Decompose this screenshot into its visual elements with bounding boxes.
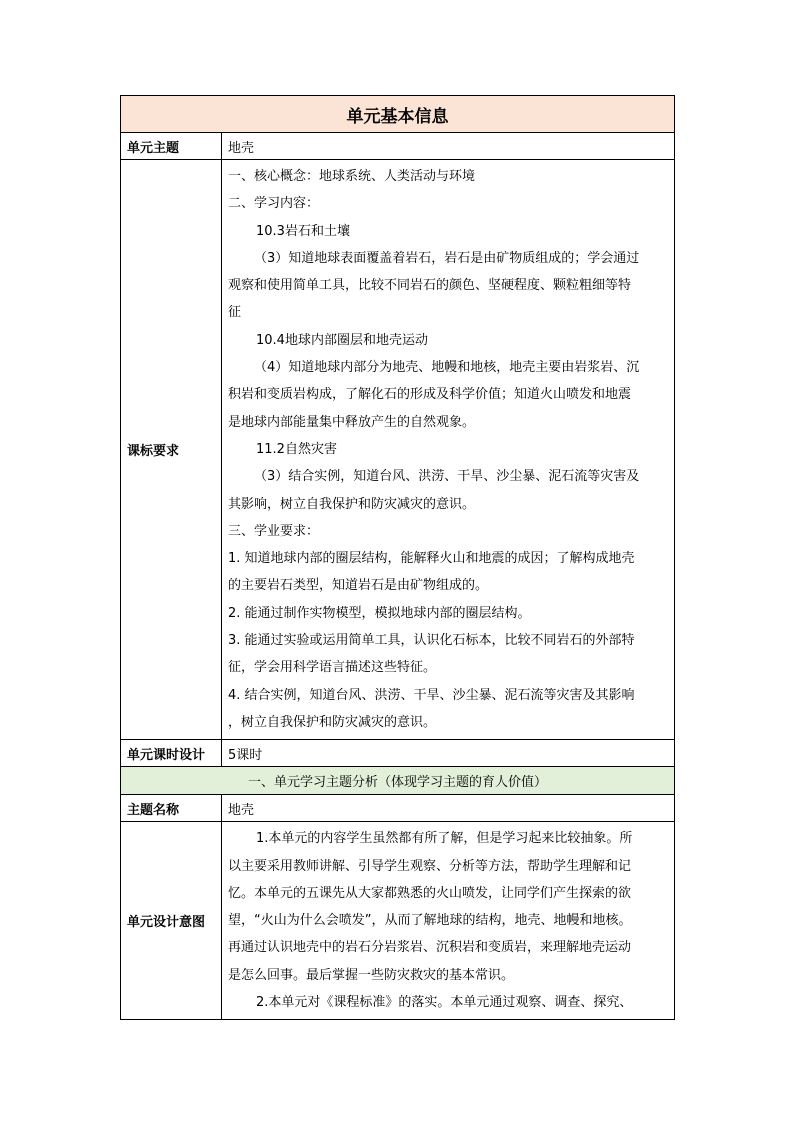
intent-line: 1.本单元的内容学生虽然都有所了解，但是学习起来比较抽象。所 [256,831,633,847]
intent-line: 以主要采用教师讲解、引导学生观察、分析等方法，帮助学生理解和记 [228,858,632,874]
standard-line: 10.3岩石和土壤 [256,223,350,239]
standard-label: 课标要求 [121,160,222,740]
intent-line: 再通过认识地壳中的岩石分岩浆岩、沉积岩和变质岩，来理解地壳运动 [228,940,632,956]
table-title: 单元基本信息 [121,96,675,133]
intent-line: 2.本单元对《课程标准》的落实。本单元通过观察、调查、探究、 [256,995,633,1011]
standard-line: 的主要岩石类型，知道岩石是由矿物组成的。 [228,578,489,594]
standard-line: 一、核心概念：地球系统、人类活动与环境 [228,169,476,184]
standard-line: 三、学业要求： [228,523,320,539]
standard-line: 征，学会用科学语言描述这些特征。 [228,660,437,676]
standard-line: 其影响，树立自我保护和防灾减灾的意识。 [228,496,476,512]
standard-line: 3. 能通过实验或运用简单工具，认识化石标本，比较不同岩石的外部特 [228,633,635,649]
hours-value: 5课时 [222,740,675,767]
unit-theme-value: 地壳 [222,133,675,160]
topic-label: 主题名称 [121,795,222,822]
standard-line: 2. 能通过制作实物模型，模拟地球内部的圈层结构。 [228,605,531,621]
standard-line: 11.2自然灾害 [256,441,337,457]
standard-line: 二、学习内容： [228,196,320,212]
intent-content [222,822,675,1020]
standard-line: 1. 知道地球内部的圈层结构，能解释火山和地震的成因；了解构成地壳 [228,551,635,567]
hours-label: 单元课时设计 [121,740,222,767]
intent-label: 单元设计意图 [121,822,222,1020]
intent-line: 望，“火山为什么会喷发”，从而了解地球的结构，地壳、地幔和地核。 [228,913,632,929]
standard-line: （4）知道地球内部分为地壳、地幔和地核，地壳主要由岩浆岩、沉 [254,360,640,376]
intent-line: 是怎么回事。最后掌握一些防灾救灾的基本常识。 [228,967,515,983]
standard-line: 10.4地球内部圈层和地壳运动 [256,332,428,348]
standard-line: 积岩和变质岩构成，了解化石的形成及科学价值；知道火山喷发和地震 [228,387,632,403]
unit-theme-label: 单元主题 [121,133,222,160]
standard-line: 征 [228,305,242,321]
topic-value: 地壳 [222,795,675,822]
standard-line: ，树立自我保护和防灾减灾的意识。 [228,714,437,730]
unit-info-table [120,95,675,1020]
standard-line: 是地球内部能量集中释放产生的自然观象。 [228,414,476,430]
standard-line: 观察和使用简单工具，比较不同岩石的颜色、坚硬程度、颗粒粗细等特 [228,278,632,294]
standard-line: （3）结合实例，知道台风、洪涝、干旱、沙尘暴、泥石流等灾害及 [254,469,640,485]
standard-line: （3）知道地球表面覆盖着岩石，岩石是由矿物质组成的；学会通过 [254,250,640,266]
standard-line: 4. 结合实例，知道台风、洪涝、干旱、沙尘暴、泥石流等灾害及其影响 [228,687,635,703]
intent-line: 忆。本单元的五课先从大家都熟悉的火山喷发，让同学们产生探索的欲 [228,885,632,901]
standard-content [222,160,675,740]
section-heading: 一、单元学习主题分析（体现学习主题的育人价值） [121,767,675,795]
